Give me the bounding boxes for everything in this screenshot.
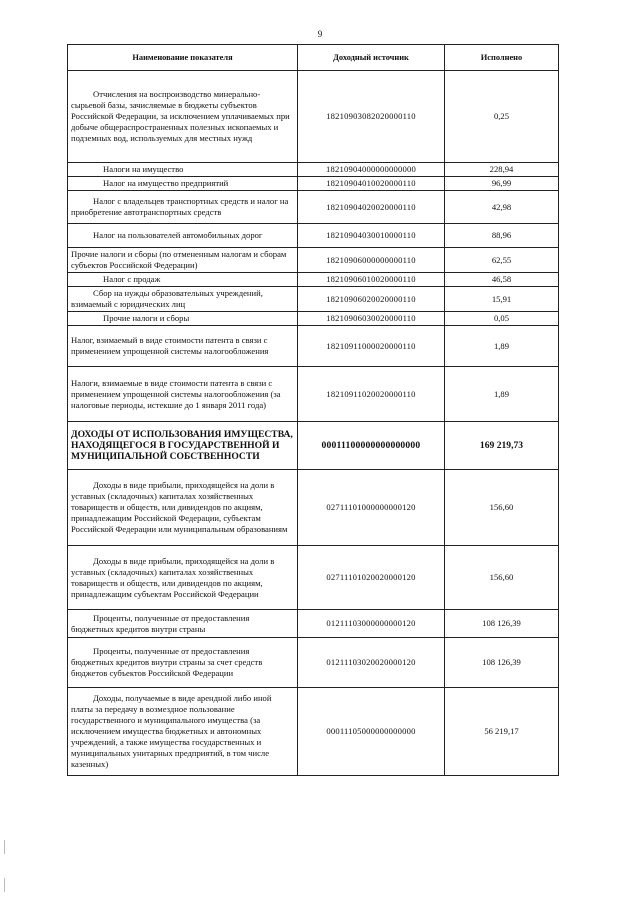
table-row <box>68 326 559 367</box>
row-code: 18210904010020000110 <box>298 177 445 191</box>
table-row <box>68 688 559 776</box>
row-value: 1,89 <box>445 367 559 422</box>
revenue-table <box>67 44 559 776</box>
table-row <box>68 470 559 546</box>
table-row-section <box>68 422 559 470</box>
header-indicator-name: Наименование показателя <box>68 45 298 71</box>
table-row <box>68 546 559 610</box>
row-code: 18210904020020000110 <box>298 191 445 224</box>
row-name: Отчисления на воспроизводство минерально-сырьевой базы, зачисляемые в бюджеты субъектов Российской Федерации, за исключением уплачиваемых при добыче общераспространенных полезных ископаемых и подземных вод, используемых для местных нужд <box>68 71 298 163</box>
row-value: 15,91 <box>445 287 559 312</box>
row-name: Налог с владельцев транспортных средств и налог на приобретение автотранспортных средств <box>68 191 298 224</box>
row-code: 18210906020020000110 <box>298 287 445 312</box>
table-row <box>68 224 559 248</box>
row-code: 18210911000020000110 <box>298 326 445 367</box>
row-name: Прочие налоги и сборы <box>68 312 298 326</box>
row-value: 46,58 <box>445 273 559 287</box>
header-executed: Исполнено <box>445 45 559 71</box>
scan-margin-mark <box>4 840 5 854</box>
table-row <box>68 71 559 163</box>
row-value: 0,25 <box>445 71 559 163</box>
row-code: 02711101000000000120 <box>298 470 445 546</box>
table-row <box>68 367 559 422</box>
row-name: Налоги на имущество <box>68 163 298 177</box>
row-value: 156,60 <box>445 470 559 546</box>
table-row <box>68 312 559 326</box>
row-value: 88,96 <box>445 224 559 248</box>
row-code: 18210904000000000000 <box>298 163 445 177</box>
row-name: Налоги, взимаемые в виде стоимости патента в связи с применением упрощенной системы налогообложения (за налоговые периоды, истекшие до 1 января 2011 года) <box>68 367 298 422</box>
table-row <box>68 163 559 177</box>
row-value: 108 126,39 <box>445 638 559 688</box>
row-name: Налог на имущество предприятий <box>68 177 298 191</box>
row-name: Налог на пользователей автомобильных дорог <box>68 224 298 248</box>
row-code: 18210904030010000110 <box>298 224 445 248</box>
table-row <box>68 287 559 312</box>
row-name: Доходы, получаемые в виде арендной либо иной платы за передачу в возмездное пользование государственного и муниципального имущества (за исключением имущества бюджетных и автономных учреждений, а также имущества государственных и муниципальных унитарных предприятий, в том числе казенных) <box>68 688 298 776</box>
row-value: 96,99 <box>445 177 559 191</box>
row-name: Сбор на нужды образовательных учреждений, взимаемый с юридических лиц <box>68 287 298 312</box>
table-row <box>68 638 559 688</box>
section-code: 00011100000000000000 <box>298 422 445 470</box>
table-row <box>68 191 559 224</box>
row-code: 01211103020020000120 <box>298 638 445 688</box>
row-name: Проценты, полученные от предоставления бюджетных кредитов внутри страны за счет средств бюджетов субъектов Российской Федерации <box>68 638 298 688</box>
row-value: 62,55 <box>445 248 559 273</box>
row-code: 01211103000000000120 <box>298 610 445 638</box>
row-value: 56 219,17 <box>445 688 559 776</box>
row-name: Налог с продаж <box>68 273 298 287</box>
section-value: 169 219,73 <box>445 422 559 470</box>
row-name: Налог, взимаемый в виде стоимости патента в связи с применением упрощенной системы налогообложения <box>68 326 298 367</box>
row-code: 18210903082020000110 <box>298 71 445 163</box>
table-header-row <box>68 45 559 71</box>
table-row <box>68 273 559 287</box>
row-name: Доходы в виде прибыли, приходящейся на доли в уставных (складочных) капиталах хозяйственных товариществ и обществ, или дивидендов по акциям, принадлежащим субъектам Российской Федерации <box>68 546 298 610</box>
row-value: 1,89 <box>445 326 559 367</box>
row-code: 18210906010020000110 <box>298 273 445 287</box>
row-name: Прочие налоги и сборы (по отмененным налогам и сборам субъектов Российской Федерации) <box>68 248 298 273</box>
table-row <box>68 248 559 273</box>
row-code: 02711101020020000120 <box>298 546 445 610</box>
section-name: ДОХОДЫ ОТ ИСПОЛЬЗОВАНИЯ ИМУЩЕСТВА, НАХОДЯЩЕГОСЯ В ГОСУДАРСТВЕННОЙ И МУНИЦИПАЛЬНОЙ СОБСТВЕННОСТИ <box>68 422 298 470</box>
header-revenue-source: Доходный источник <box>298 45 445 71</box>
row-name: Проценты, полученные от предоставления бюджетных кредитов внутри страны <box>68 610 298 638</box>
row-value: 42,98 <box>445 191 559 224</box>
row-value: 156,60 <box>445 546 559 610</box>
row-code: 18210906030020000110 <box>298 312 445 326</box>
row-code: 00011105000000000000 <box>298 688 445 776</box>
row-value: 228,94 <box>445 163 559 177</box>
row-value: 0,05 <box>445 312 559 326</box>
row-code: 18210911020020000110 <box>298 367 445 422</box>
row-code: 18210906000000000110 <box>298 248 445 273</box>
page-number: 9 <box>317 29 323 39</box>
table-row <box>68 177 559 191</box>
row-value: 108 126,39 <box>445 610 559 638</box>
row-name: Доходы в виде прибыли, приходящейся на доли в уставных (складочных) капиталах хозяйственных товариществ и обществ, или дивидендов по акциям, принадлежащим Российской Федерации, субъектам Российской Федерации или муниципальным образованиям <box>68 470 298 546</box>
table-row <box>68 610 559 638</box>
scan-margin-mark <box>4 878 5 892</box>
